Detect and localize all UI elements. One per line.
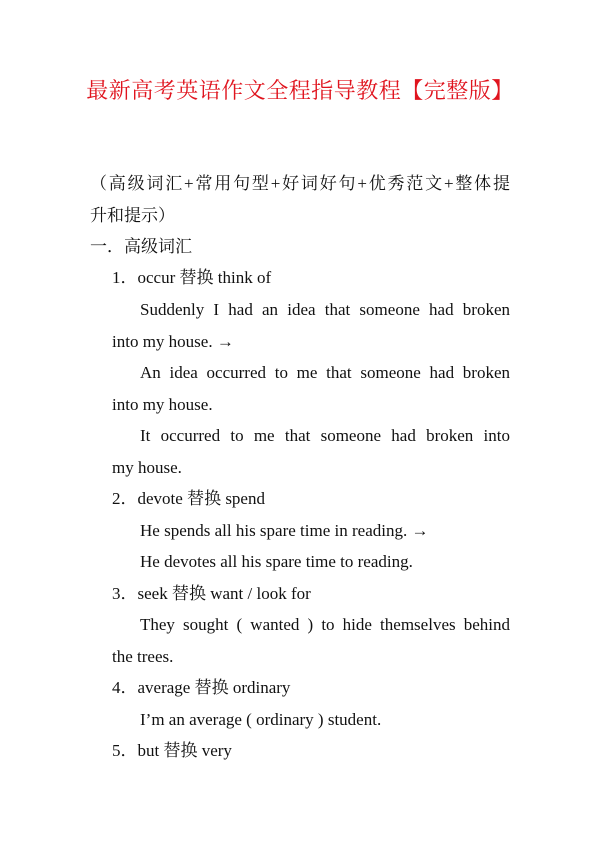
example-line: my house. xyxy=(112,458,182,477)
subtitle-line-1: （高级词汇+常用句型+好词好句+优秀范文+整体提 xyxy=(90,174,510,193)
example-line: the trees. xyxy=(112,647,174,666)
example-line: He spends all his spare time in reading. → xyxy=(140,521,429,540)
section-heading: 一．高级词汇 xyxy=(90,237,192,256)
item-heading-3: 3．seek 替换 want / look for xyxy=(112,584,311,603)
example-line: An idea occurred to me that someone had broken xyxy=(140,363,510,382)
example-line: It occurred to me that someone had broken into xyxy=(140,426,510,445)
document-title: 最新高考英语作文全程指导教程【完整版】 xyxy=(86,78,514,103)
example-line: They sought ( wanted ) to hide themselves behind xyxy=(140,615,510,634)
example-line: Suddenly I had an idea that someone had broken xyxy=(140,300,510,319)
example-line: into my house. → xyxy=(112,332,234,351)
item-heading-1: 1．occur 替换 think of xyxy=(112,268,272,287)
item-heading-5: 5．but 替换 very xyxy=(112,741,232,760)
subtitle-line-2: 升和提示） xyxy=(90,206,175,225)
item-heading-2: 2．devote 替换 spend xyxy=(112,489,265,508)
example-line: into my house. xyxy=(112,395,213,414)
item-heading-4: 4．average 替换 ordinary xyxy=(112,678,291,697)
example-line: He devotes all his spare time to reading. xyxy=(140,552,413,571)
example-line: I’m an average ( ordinary ) student. xyxy=(140,710,382,729)
